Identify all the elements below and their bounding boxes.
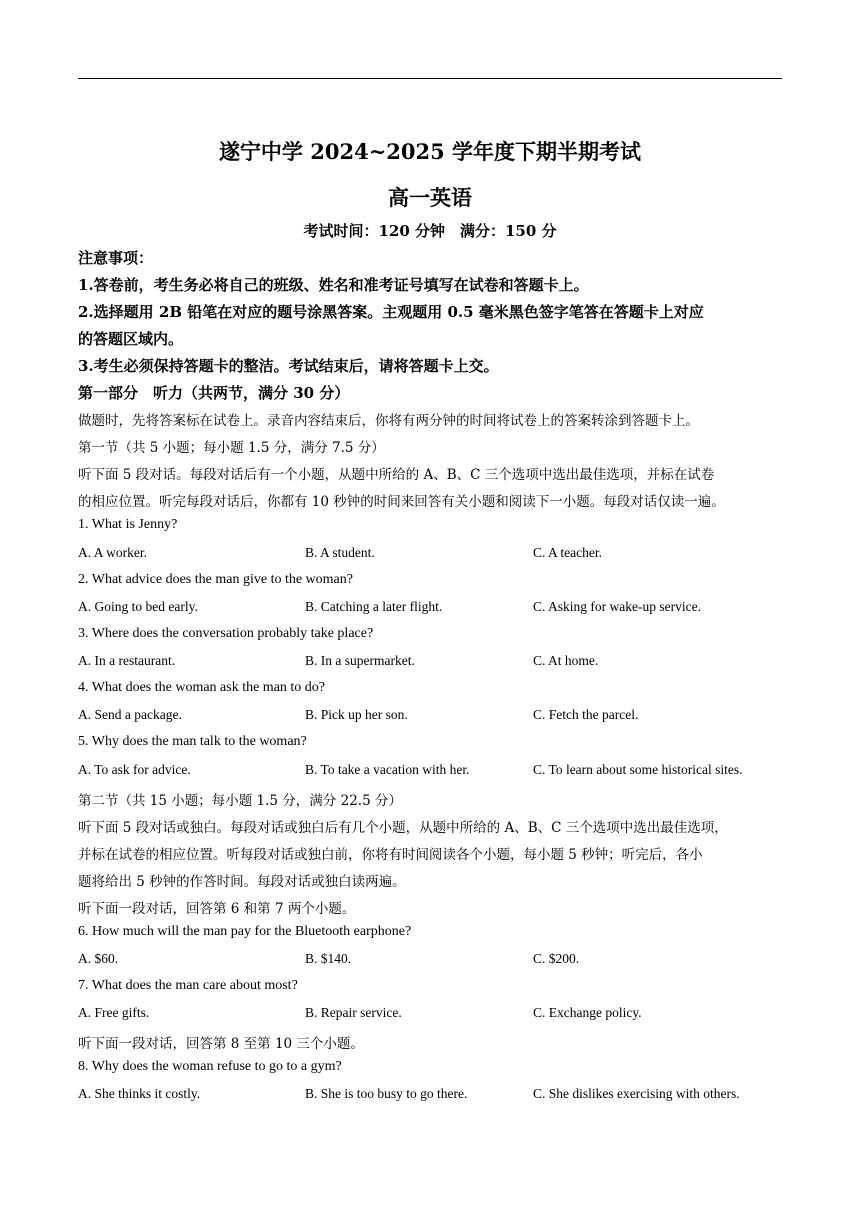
question-2: 2. What advice does the man give to the woman?	[78, 572, 353, 587]
question-3-option-a: A. In a restaurant.	[78, 653, 176, 668]
question-7: 7. What does the man care about most?	[78, 978, 298, 993]
question-4-option-a: A. Send a package.	[78, 707, 182, 722]
question-5-option-c: C. To learn about some historical sites.	[533, 762, 743, 777]
note-item-3: 3.考生必须保持答题卡的整洁。考试结束后，请将答题卡上交。	[78, 357, 499, 375]
question-8-option-c: C. She dislikes exercising with others.	[533, 1086, 740, 1101]
note-item-2-line-1: 2.选择题用 2B 铅笔在对应的题号涂黑答案。主观题用 0.5 毫米黑色签字笔答在答题卡上对应	[78, 303, 704, 321]
section1-heading: 第一节（共 5 小题；每小题 1.5 分，满分 7.5 分）	[78, 440, 385, 456]
question-4: 4. What does the woman ask the man to do?	[78, 680, 326, 695]
section2-instruction-line-2: 并标在试卷的相应位置。听每段对话或独白前，你将有时间阅读各个小题，每小题 5 秒钟；听完后，各小	[78, 847, 703, 863]
group-instruction-8-10: 听下面一段对话，回答第 8 至第 10 三个小题。	[78, 1036, 364, 1052]
subject-title: 高一英语	[388, 185, 472, 210]
question-6-option-b: B. $140.	[305, 951, 352, 966]
question-5-option-b: B. To take a vacation with her.	[305, 762, 470, 777]
question-7-option-c: C. Exchange policy.	[533, 1005, 642, 1020]
question-2-option-b: B. Catching a later flight.	[305, 599, 443, 614]
exam-info: 考试时间：120 分钟 满分：150 分	[303, 222, 557, 240]
section1-instruction-line-2: 的相应位置。听完每段对话后，你都有 10 秒钟的时间来回答有关小题和阅读下一小题。每段对话仅读一遍。	[78, 494, 725, 510]
question-6-option-a: A. $60.	[78, 951, 119, 966]
question-3: 3. Where does the conversation probably take place?	[78, 626, 374, 641]
question-8-option-b: B. She is too busy to go there.	[305, 1086, 468, 1101]
question-5: 5. Why does the man talk to the woman?	[78, 734, 307, 749]
question-6: 6. How much will the man pay for the Bluetooth earphone?	[78, 924, 412, 939]
header-rule	[78, 78, 782, 79]
question-1: 1. What is Jenny?	[78, 517, 178, 532]
exam-title: 遂宁中学 2024~2025 学年度下期半期考试	[218, 139, 642, 164]
question-3-option-b: B. In a supermarket.	[305, 653, 415, 668]
question-3-option-c: C. At home.	[533, 653, 599, 668]
question-1-option-a: A. A worker.	[78, 545, 147, 560]
question-8: 8. Why does the woman refuse to go to a gym?	[78, 1059, 342, 1074]
question-6-option-c: C. $200.	[533, 951, 580, 966]
question-2-option-a: A. Going to bed early.	[78, 599, 198, 614]
question-7-option-a: A. Free gifts.	[78, 1005, 150, 1020]
question-1-option-b: B. A student.	[305, 545, 375, 560]
question-2-option-c: C. Asking for wake-up service.	[533, 599, 701, 614]
section2-heading: 第二节（共 15 小题；每小题 1.5 分，满分 22.5 分）	[78, 793, 402, 809]
section1-instruction-line-1: 听下面 5 段对话。每段对话后有一个小题，从题中所给的 A、B、C 三个选项中选出最佳选项，并标在试卷	[78, 467, 715, 483]
section2-instruction-line-3: 题将给出 5 秒钟的作答时间。每段对话或独白读两遍。	[78, 874, 406, 890]
notes-heading: 注意事项：	[78, 249, 154, 267]
note-item-2-line-2: 的答题区域内。	[78, 330, 184, 348]
question-8-option-a: A. She thinks it costly.	[78, 1086, 201, 1101]
question-4-option-b: B. Pick up her son.	[305, 707, 408, 722]
part1-heading: 第一部分 听力（共两节，满分 30 分）	[78, 384, 350, 402]
note-item-1: 1.答卷前，考生务必将自己的班级、姓名和准考证号填写在试卷和答题卡上。	[78, 276, 589, 294]
question-5-option-a: A. To ask for advice.	[78, 762, 191, 777]
question-7-option-b: B. Repair service.	[305, 1005, 402, 1020]
group-instruction-6-7: 听下面一段对话，回答第 6 和第 7 两个小题。	[78, 901, 356, 917]
part1-instruction: 做题时，先将答案标在试卷上。录音内容结束后，你将有两分钟的时间将试卷上的答案转涂到答题卡上。	[78, 413, 699, 429]
question-1-option-c: C. A teacher.	[533, 545, 602, 560]
question-4-option-c: C. Fetch the parcel.	[533, 707, 639, 722]
section2-instruction-line-1: 听下面 5 段对话或独白。每段对话或独白后有几个小题，从题中所给的 A、B、C 三个选项中选出最佳选项，	[78, 820, 728, 836]
